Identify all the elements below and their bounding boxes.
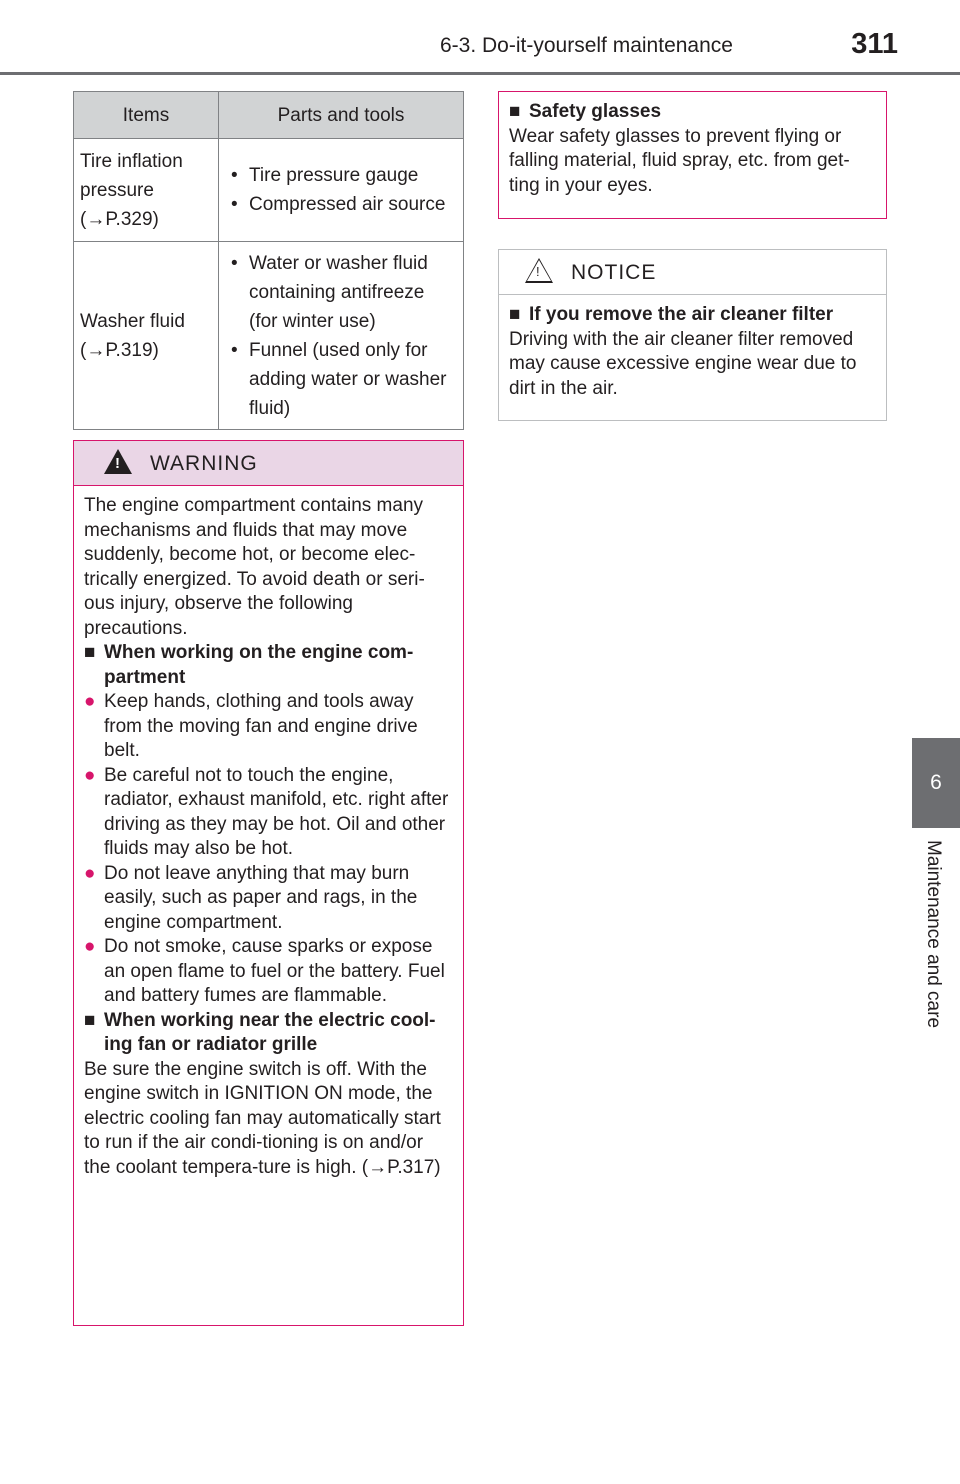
list-item: • Tire pressure gauge — [225, 161, 457, 190]
warning-title: WARNING — [150, 452, 258, 475]
warning-body — [74, 486, 463, 1188]
safety-body — [499, 92, 886, 206]
tools-cell — [219, 139, 464, 242]
warning-section-heading: ■ When working on the engine com-partment — [84, 641, 453, 690]
safety-text: Wear safety glasses to prevent flying or falling material, fluid spray, etc. from get-ting in your eyes. — [509, 125, 850, 196]
notice-triangle-icon — [525, 258, 553, 283]
warning-intro: The engine compartment contains many mechanisms and fluids that may move suddenly, become hot, or become elec-trically energized. To avoid death or seri-ous injury, observe the following precautions. — [84, 495, 425, 639]
warning-box — [73, 440, 464, 1326]
notice-box — [498, 249, 887, 421]
warning-bullet: ● Keep hands, clothing and tools away from the moving fan and engine drive belt. — [84, 690, 453, 764]
notice-header — [499, 250, 886, 295]
warning-header — [74, 441, 463, 486]
warning-paragraph: Be sure the engine switch is off. With the engine switch in IGNITION ON mode, the electric cooling fan may automatically start to run if the air condi-tioning is on and/or the coolant tempera-ture is high. (→P.317) — [84, 1058, 441, 1178]
notice-body — [499, 295, 886, 409]
list-item: • Funnel (used only for adding water or washer fluid) — [225, 336, 457, 423]
table-row — [74, 242, 464, 430]
tools-cell — [219, 242, 464, 430]
item-cell — [74, 242, 219, 430]
warning-section-heading: ■ When working near the electric cool-ing fan or radiator grille — [84, 1009, 453, 1058]
warning-bullet: ● Be careful not to touch the engine, radiator, exhaust manifold, etc. right after driving as they may be hot. Oil and other fluids may also be hot. — [84, 764, 453, 862]
parts-tools-table — [73, 91, 464, 430]
list-item: • Compressed air source — [225, 190, 457, 219]
page-number: 311 — [851, 28, 898, 60]
column-header-parts: Parts and tools — [219, 92, 464, 139]
item-line: pressure — [80, 179, 154, 201]
warning-bullet: ● Do not leave anything that may burn easily, such as paper and rags, in the engine compartment. — [84, 862, 453, 936]
section-title: 6-3. Do-it-yourself maintenance — [440, 34, 733, 57]
notice-heading: ■ If you remove the air cleaner filter — [509, 303, 876, 328]
item-cell — [74, 139, 219, 242]
item-line: Washer fluid — [80, 310, 185, 332]
page-ref-link[interactable]: (→P.319) — [80, 339, 159, 361]
chapter-tab: 6 — [912, 738, 960, 828]
warning-bullet: ● Do not smoke, cause sparks or expose an open flame to fuel or the battery. Fuel and battery fumes are flammable. — [84, 935, 453, 1009]
list-item: • Water or washer fluid containing antifreeze (for winter use) — [225, 249, 457, 336]
table-row — [74, 139, 464, 242]
chapter-label — [914, 840, 954, 1070]
header-rule — [0, 72, 960, 75]
page-ref-link[interactable]: (→P.329) — [80, 208, 159, 230]
warning-triangle-icon — [104, 449, 132, 474]
safety-glasses-box — [498, 91, 887, 219]
item-line: Tire inflation — [80, 150, 183, 172]
chapter-label-text: Maintenance and care — [923, 840, 944, 1029]
column-header-items: Items — [74, 92, 219, 139]
notice-title: NOTICE — [571, 261, 657, 284]
notice-text: Driving with the air cleaner filter removed may cause excessive engine wear due to dirt in the air. — [509, 328, 857, 399]
table-header-row — [74, 92, 464, 139]
safety-heading: ■ Safety glasses — [509, 100, 876, 125]
